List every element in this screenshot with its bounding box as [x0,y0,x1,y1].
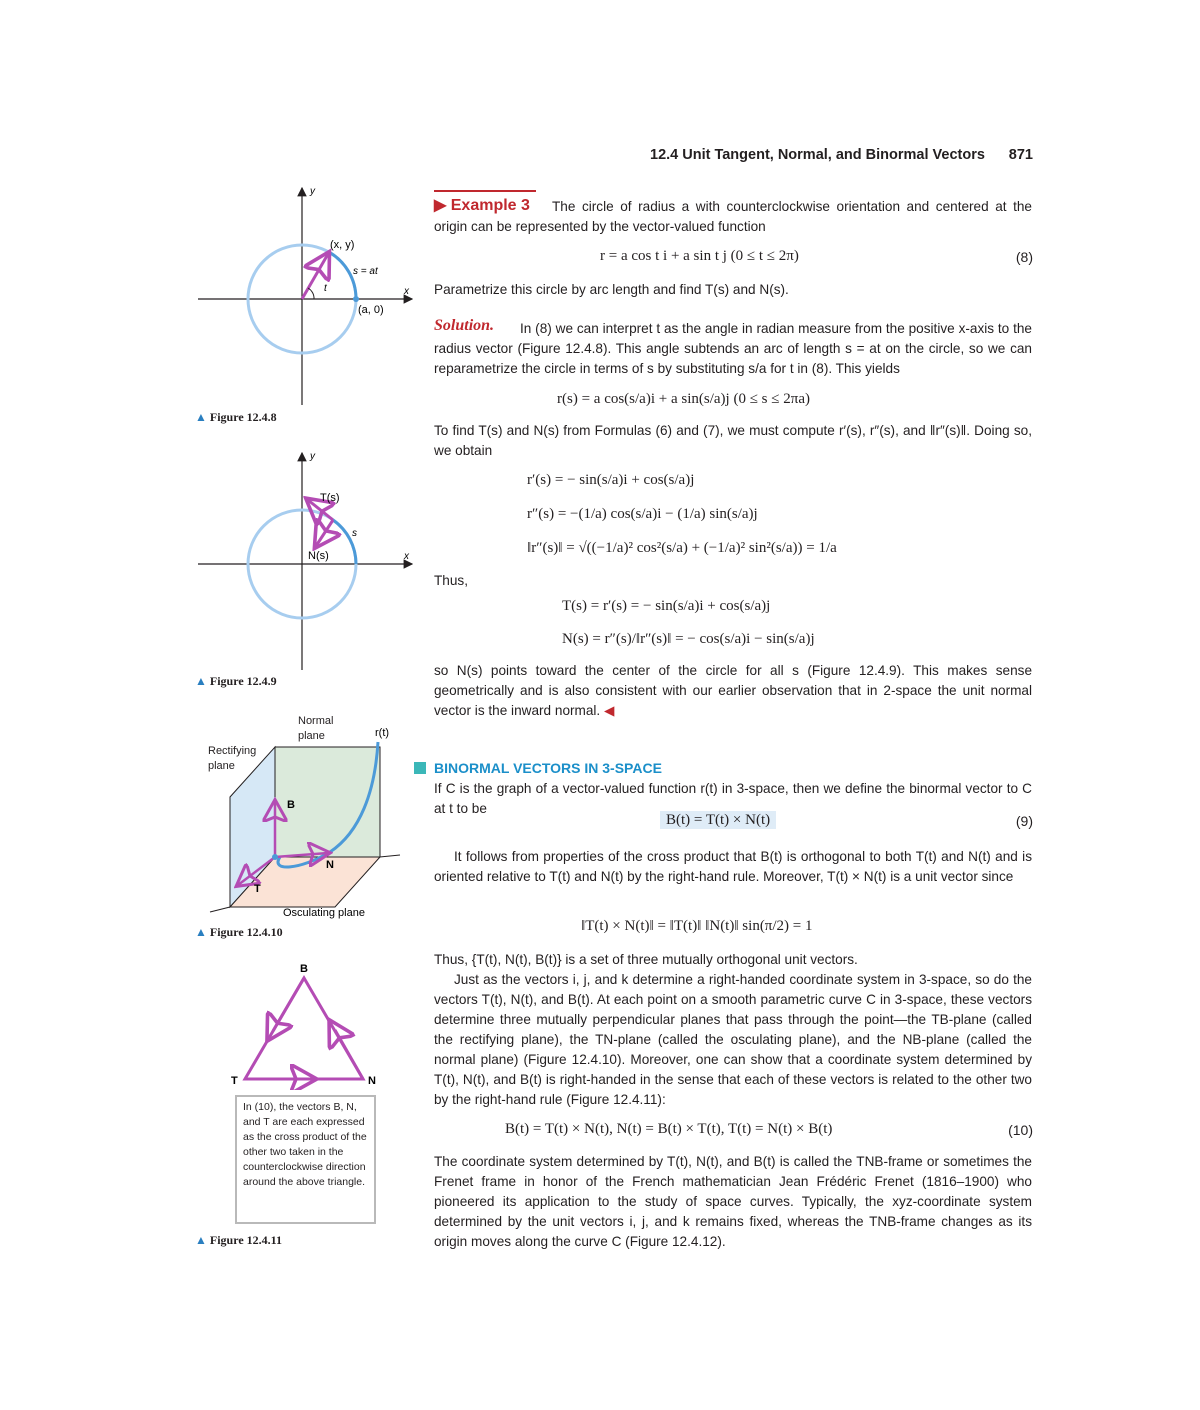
s-at-label: s = at [353,266,378,277]
equation-r-prime: r′(s) = − sin(s/a)i + cos(s/a)j [527,472,695,488]
figure-12-4-10-label: ▲ Figure 12.4.10 [195,925,283,939]
N-label: N [368,1075,376,1087]
example-rule [434,190,536,192]
arrow-N-to-B [335,1030,363,1079]
header-title: 12.4 Unit Tangent, Normal, and Binormal Vectors [650,147,985,163]
section-text-1: If C is the graph of a vector-valued function r(t) in 3-space, then we define the binormal vector to C at t to be [434,781,1032,816]
arc-s [333,520,356,564]
s-label: s [352,528,357,539]
normal-vector [316,520,333,546]
arc-s [329,252,356,299]
section-text-3: Thus, {T(t), N(t), B(t)} is a set of three mutually orthogonal unit vectors. [434,952,858,967]
figure-12-4-9-label: ▲ Figure 12.4.9 [195,674,277,688]
equation-rs: r(s) = a cos(s/a)i + a sin(s/a)j (0 ≤ s ≤ 2πa) [557,391,810,407]
T-label: T [231,1075,238,1087]
equation-8: r = a cos t i + a sin t j (0 ≤ t ≤ 2π) [600,248,799,264]
section-text-5: The coordinate system determined by T(t), N(t), and B(t) is called the TNB-frame or sometimes the Frenet frame in honor of the French mathematician Jean Frédéric Frenet (1816–1900) who pioneered its application to the study of space curves. Typically, the xyz-coordinate system determined by the unit vectors i, j, and k remains fixed, whereas the TNB-frame changes as its origin moves along the curve C (Figure 12.4.12). [434,1154,1032,1249]
B-label: B [287,799,295,811]
figure-12-4-8-label: ▲ Figure 12.4.8 [195,410,277,424]
point-a0 [353,296,359,302]
solution-text-1: In (8) we can interpret t as the angle in radian measure from the positive x-axis to the radius vector (Figure 12.4.8). This angle subtends an arc of length s = at on the circle, so we can reparametrize the circle in terms of s by substituting s/a for t in (8). This yields [434,321,1032,376]
page-number: 871 [1008,147,1033,163]
section-text-4: Just as the vectors i, j, and k determine a right-handed coordinate system in 3-space, so do the vectors T(t), N(t), and B(t). At each point on a smooth parametric curve C in 3-space, these vectors determine three mutually perpendicular planes that pass through the point—the TB-plane (called the rectifying plane), the TN-plane (called the osculating plane), and the NB-plane (called the normal plane) (Figure 12.4.10). Moreover, one can show that a coordinate system determined by T(t), N(t), and B(t) is right-handed in the sense that each of these vectors is related to the other two by the right-hand rule (Figure 12.4.11): [434,972,1032,1107]
t-label: t [324,283,327,294]
equation-9: B(t) = T(t) × N(t) [660,812,776,829]
thus-text: Thus, [434,573,468,588]
y-label: y [310,451,315,462]
example-task: Parametrize this circle by arc length and find T(s) and N(s). [434,282,789,297]
equation-8-number: (8) [1015,249,1033,265]
T-label: T [254,883,261,895]
equation-r-double-prime: r″(s) = −(1/a) cos(s/a)i − (1/a) sin(s/a)j [527,506,758,522]
solution-text-3: so N(s) points toward the center of the circle for all s (Figure 12.4.9). This makes sense geometrically and is also consistent with our earlier observation that in 2-space the unit normal vector is the inward normal. ◀ [434,663,1032,718]
equation-N: N(s) = r″(s)/‖r″(s)‖ = − cos(s/a)i − sin(s/a)j [562,631,815,647]
xy-label: (x, y) [330,239,355,251]
equation-10-number: (10) [1008,1122,1033,1138]
running-header [650,147,1033,163]
section-heading: BINORMAL VECTORS IN 3-SPACE [414,760,662,776]
figure-12-4-11 [225,958,385,1090]
arrow-B-to-T [273,978,304,1031]
origin-point [272,854,278,860]
rectifying-plane-label: Rectifying plane [208,745,257,772]
section-text-2: It follows from properties of the cross product that B(t) is orthogonal to both T(t) and N(t) and is oriented relative to T(t) and N(t) by the right-hand rule. Moreover, T(t) × N(t) is a unit vector since [434,849,1032,884]
y-label: y [310,186,315,197]
example-title: ▶ Example 3 [434,197,530,214]
x-label: x [404,551,409,562]
figure-12-4-9 [190,445,420,675]
equation-9-number: (9) [1015,813,1033,829]
figure-12-4-11-label: ▲ Figure 12.4.11 [195,1233,283,1247]
triangle [245,978,363,1079]
edge-line [210,907,230,912]
solution-text-2: To find T(s) and N(s) from Formulas (6) and (7), we must compute r′(s), r″(s), and ‖r″(s)‖. Doing so, we obtain [434,423,1032,458]
equation-norm: ‖r″(s)‖ = √((−1/a)² cos²(s/a) + (−1/a)² sin²(s/a)) = 1/a [527,540,837,556]
rt-label: r(t) [375,727,390,739]
edge-line [380,855,400,857]
osculating-plane-label: Osculating plane [283,907,365,919]
normal-plane-label: Normal plane [298,715,334,742]
figure-12-4-8 [190,180,420,410]
figure-note: In (10), the vectors B, N, and T are each expressed as the cross product of the other two taken in the counterclockwise direction around the above triangle. [235,1095,376,1224]
N-label: N [326,859,334,871]
Ns-label: N(s) [308,550,329,562]
equation-10: B(t) = T(t) × N(t), N(t) = B(t) × T(t), T(t) = N(t) × B(t) [505,1121,833,1137]
x-label: x [404,286,409,297]
Ts-label: T(s) [320,492,340,504]
equation-unit: ‖T(t) × N(t)‖ = ‖T(t)‖ ‖N(t)‖ sin(π/2) = 1 [581,918,813,934]
solution-label: Solution. [434,317,495,334]
a0-label: (a, 0) [358,304,384,316]
example-text: The circle of radius a with counterclockwise orientation and centered at the origin can be represented by the vector-valued function [434,199,1032,234]
equation-T: T(s) = r′(s) = − sin(s/a)i + cos(s/a)j [562,598,771,614]
B-label: B [300,963,308,975]
